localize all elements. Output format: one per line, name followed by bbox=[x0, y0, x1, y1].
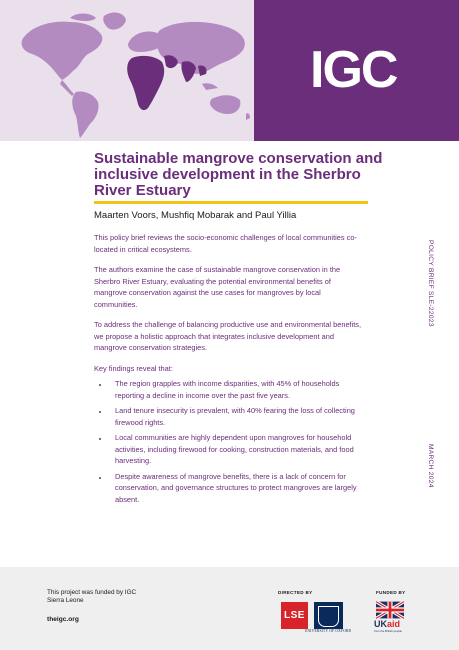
oxford-caption: UNIVERSITY OF OXFORD bbox=[304, 629, 352, 633]
website-link[interactable]: theigc.org bbox=[47, 616, 79, 623]
publication-date: MARCH 2024 bbox=[427, 444, 434, 488]
funded-by-label: FUNDED BY bbox=[376, 590, 406, 595]
world-map-panel bbox=[0, 0, 254, 141]
footer bbox=[0, 567, 459, 650]
ukaid-tagline: from the British people bbox=[374, 629, 402, 633]
authors-line: Maarten Voors, Mushfiq Mobarak and Paul Yillia bbox=[94, 210, 297, 221]
ukaid-uk-text: UK bbox=[374, 619, 387, 629]
ukaid-aid-text: aid bbox=[387, 619, 401, 629]
finding-item: • Local communities are highly dependent upon mangroves for household activities, including firewood for cooking, construction materials, and food harvesting. bbox=[109, 432, 362, 467]
funding-note: This project was funded by IGC Sierra Leone bbox=[47, 589, 137, 604]
igc-logo: IGC bbox=[310, 41, 397, 99]
brief-body bbox=[94, 232, 362, 509]
paragraph-intro: This policy brief reviews the socio-economic challenges of local communities co-located in critical ecosystems. bbox=[94, 233, 357, 254]
paragraph-findings-lead: Key findings reveal that: bbox=[94, 363, 173, 373]
oxford-logo bbox=[314, 602, 343, 629]
oxford-crest-icon bbox=[318, 606, 339, 627]
page-title: Sustainable mangrove conservation and inclusive development in the Sherbro River Estuary bbox=[94, 150, 383, 199]
header-banner bbox=[0, 0, 459, 141]
title-underline bbox=[94, 201, 368, 204]
directed-by-label: DIRECTED BY bbox=[278, 590, 313, 595]
finding-item: • Despite awareness of mangrove benefits, there is a lack of concern for conservation, and governance structures to protect mangroves are largely absent. bbox=[109, 471, 362, 506]
uk-flag-icon bbox=[376, 601, 404, 619]
paragraph-case: The authors examine the case of sustainable mangrove conservation in the Sherbro River Estuary, evaluating the potential environmental benefits of mangrove conservation against the use cases for mangroves by local communities. bbox=[94, 265, 341, 309]
world-map-icon bbox=[0, 0, 254, 141]
ukaid-logo bbox=[374, 619, 400, 629]
igc-logo-panel bbox=[254, 0, 459, 141]
paragraph-approach: To address the challenge of balancing productive use and environmental benefits, we propose a holistic approach that integrates inclusive development and mangrove conservation strategies. bbox=[94, 320, 362, 352]
finding-item: • Land tenure insecurity is prevalent, with 40% fearing the loss of collecting firewood rights. bbox=[109, 405, 362, 428]
findings-list bbox=[94, 378, 362, 505]
finding-item: • The region grapples with income disparities, with 45% of households reporting a decline in income over the past five years. bbox=[109, 378, 362, 401]
lse-logo: LSE bbox=[281, 602, 308, 629]
policy-brief-code: POLICY BRIEF SLE-22023 bbox=[427, 240, 434, 327]
